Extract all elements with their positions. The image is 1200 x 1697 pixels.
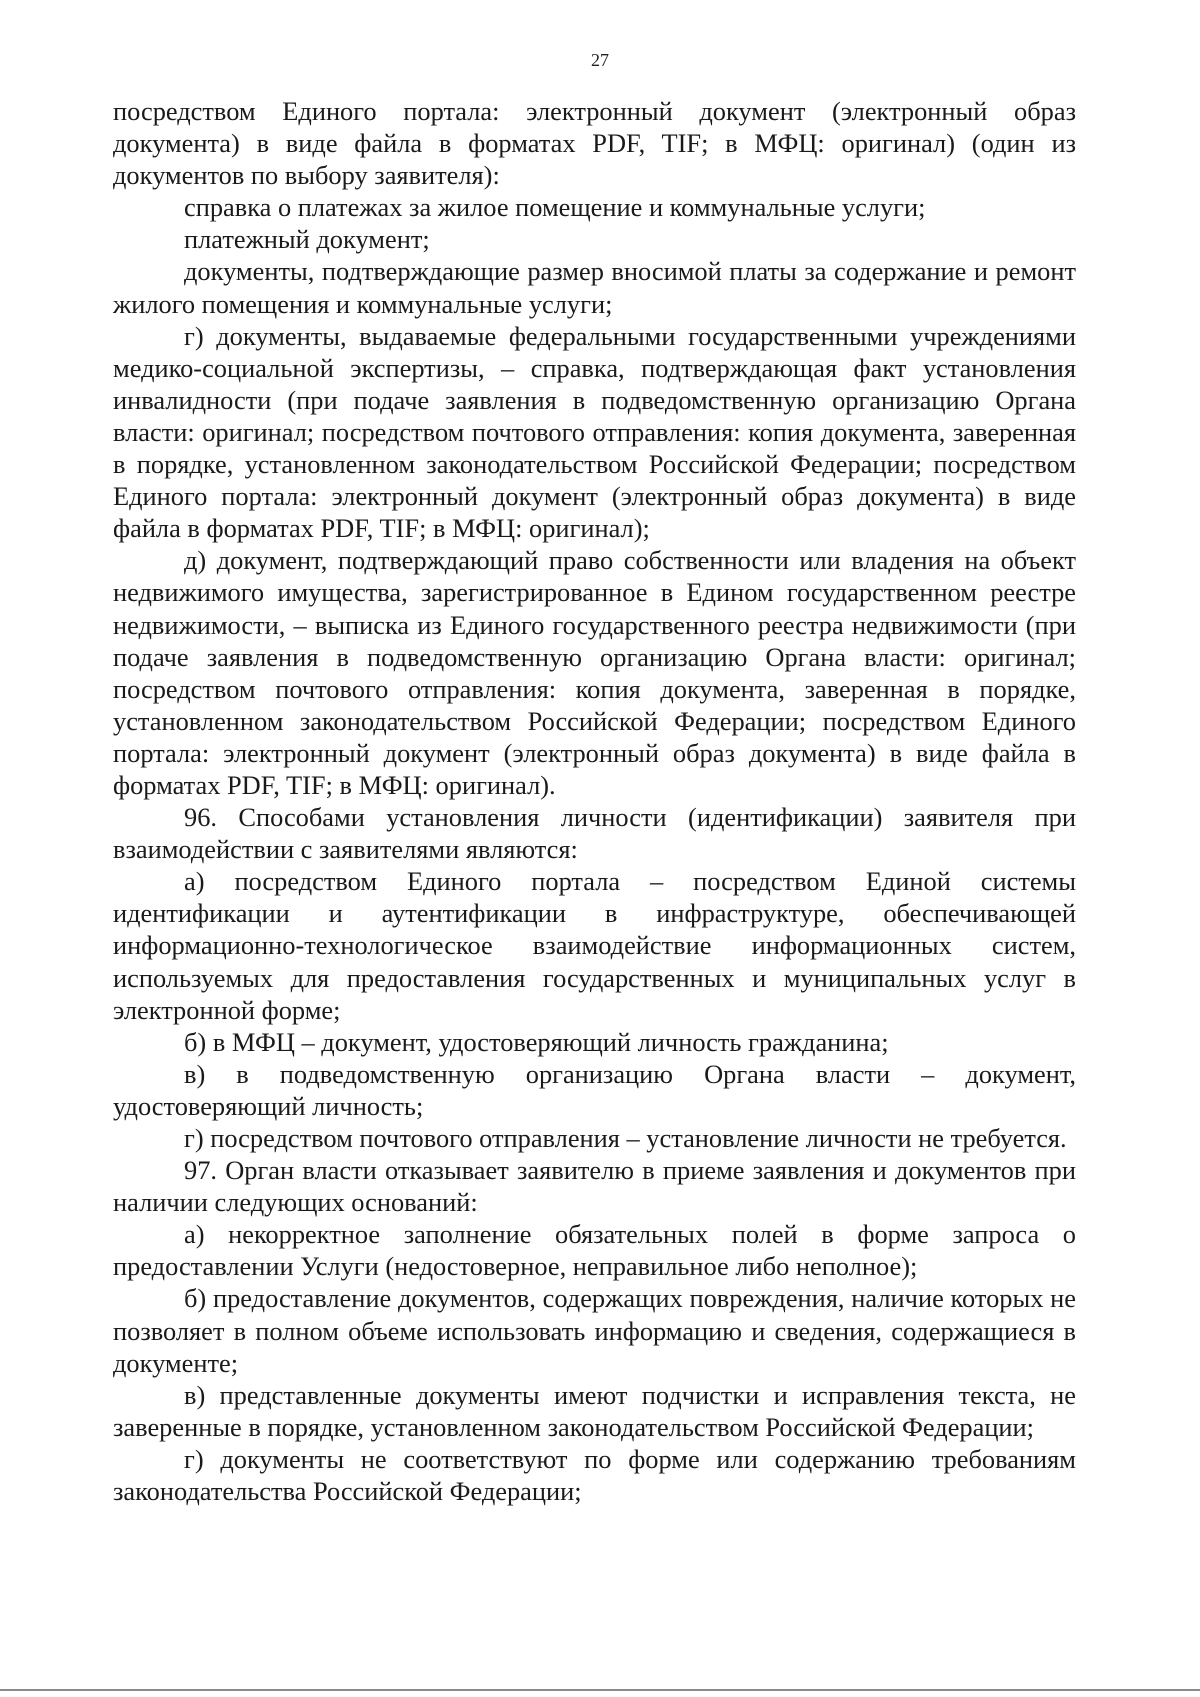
paragraph-continuation: посредством Единого портала: электронный документ (электронный образ документа) в виде файла в форматах PDF, TIF; в МФЦ: оригинал) (один из документов по выбору заявителя): — [113, 96, 1076, 191]
paragraph: справка о платежах за жилое помещение и коммунальные услуги; — [184, 192, 926, 223]
paragraph: г) посредством почтового отправления – установление личности не требуется. — [184, 1123, 1067, 1153]
paragraph: документы, подтверждающие размер вносимой платы за содержание и ремонт жилого помещения и коммунальные услуги; — [113, 256, 1076, 319]
paragraph: платежный документ; — [184, 224, 430, 255]
document-body — [113, 95, 1076, 1507]
paragraph: а) посредством Единого портала – посредством Единой системы идентификации и аутентификации в инфраструктуре, обеспечивающей информационно-технологическое взаимодействие информационных систем, используемых для предоставления государственных и муниципальных услуг в электронной форме; — [113, 866, 1076, 1025]
paragraph: 96. Способами установления личности (идентификации) заявителя при взаимодействии с заявителями являются: — [113, 802, 1076, 865]
bottom-divider — [0, 1689, 1200, 1691]
paragraph: б) в МФЦ – документ, удостоверяющий личность гражданина; — [184, 1026, 889, 1057]
paragraph: в) в подведомственную организацию Органа власти – документ, удостоверяющий личность; — [113, 1058, 1076, 1121]
paragraph: в) представленные документы имеют подчистки и исправления текста, не заверенные в порядке, установленном законодательством Российской Федерации; — [113, 1379, 1076, 1442]
paragraph: 97. Орган власти отказывает заявителю в приеме заявления и документов при наличии следующих оснований: — [113, 1155, 1076, 1218]
paragraph: б) предоставление документов, содержащих повреждения, наличие которых не позволяет в полном объеме использовать информацию и сведения, содержащиеся в документе; — [113, 1283, 1076, 1378]
paragraph: г) документы не соответствуют по форме или содержанию требованиям законодательства Российской Федерации; — [113, 1443, 1076, 1507]
paragraph: г) документы, выдаваемые федеральными государственными учреждениями медико-социальной экспертизы, – справка, подтверждающая факт установления инвалидности (при подаче заявления в подведомственную организацию Органа власти: оригинал; посредством почтового отправления: копия документа, заверенная в порядке, установленном законодательством Российской Федерации; посредством Единого портала: электронный документ (электронный образ документа) в виде файла в форматах PDF, TIF; в МФЦ: оригинал); — [113, 320, 1076, 544]
paragraph: а) некорректное заполнение обязательных полей в форме запроса о предоставлении Услуги (недостоверное, неправильное либо неполное); — [113, 1219, 1076, 1282]
paragraph: д) документ, подтверждающий право собственности или владения на объект недвижимого имущества, зарегистрированное в Едином государственном реестре недвижимости, – выписка из Единого государственного реестра недвижимости (при подаче заявления в подведомственную организацию Органа власти: оригинал; посредством почтового отправления: копия документа, заверенная в порядке, установленном законодательством Российской Федерации; посредством Единого портала: электронный документ (электронный образ документа) в виде файла в форматах PDF, TIF; в МФЦ: оригинал). — [113, 545, 1076, 800]
page-number: 27 — [591, 50, 609, 70]
